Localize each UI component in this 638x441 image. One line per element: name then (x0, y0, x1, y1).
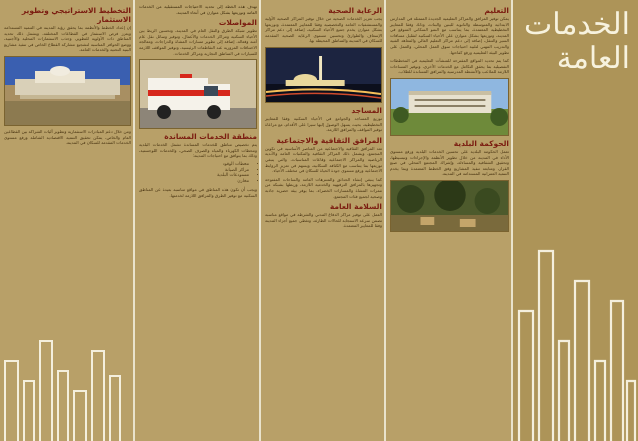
skyline-decoration (0, 291, 135, 441)
health-heading: الرعاية الصحية (328, 6, 382, 15)
list-item: • محطات الوقود (139, 162, 249, 168)
culture-text-2: كما ينبغي إنشاء الحدائق والمتنزهات العامة والساحات المفتوحة وتجهيزها بالمرافق الترفيهية والخدمية اللازمة، وربطها بشبكة من ممرات المشاة والمسارات الخضراء، بما يوفر بيئة حضرية جاذبة وصحية لجميع فئات المجتمع. (265, 176, 382, 199)
education-text: يمكن توفير المرافق والمراكز التعليمية الجديدة المتمثلة في المدارس الابتدائية والمتوسطة والثانوية للبنين والبنات، وذلك وفقا للمعايير التخطيطية المعتمدة، بما يتناسب مع النمو السكاني المتوقع في المدينة، وتوزيعها بشكل متوازن على الأحياء السكنية لتقليل مسافات السير والتنقل، إضافة إلى دعم مراكز التعليم العالي والمعاهد الفنية والتدريب المهني لتلبية احتياجات سوق العمل المحلي، والعمل على تطوير البيئة التعليمية ورفع كفاءتها. (390, 16, 509, 55)
cover-skyline-decoration (513, 191, 638, 441)
culture-text: تعد المرافق الثقافية والاجتماعية من العناصر الأساسية في تكوين المجتمع، ويشمل ذلك المراكز الثقافية والمكتبات العامة والأندية الرياضية والمراكز الاجتماعية وقاعات المناسبات، والتي ينبغي توزيعها بما يتناسب مع الكثافة السكانية، ويسهم في تعزيز الروابط الاجتماعية ورفع مستوى جودة الحياة للسكان في مختلف الأحياء. (265, 145, 382, 174)
transport-text: تطوير شبكة الطرق والنقل العام في المدينة، وتحسين الربط بين الأحياء السكنية ومراكز الخدمات والأعمال، وتوفير وسائل نقل عام آمنة وفعالة، إضافة إلى تطوير مسارات المشاة والدراجات، ومعالجة الاختناقات المرورية عند التقاطعات الرئيسية، وتوفير المواقف اللازمة للسيارات في المناطق التجارية ومراكز الخدمات. (139, 28, 257, 56)
strategy-text-2: ومن خلال دعم المبادرات الاستثمارية وتطوير آليات الشراكة بين القطاعين العام والخاص، يمكن تحقيق التنمية الاقتصادية الشاملة ورفع مستوى الخدمات المقدمة للسكان في المدينة. (4, 128, 131, 146)
education-text-2: كما يتم تحديد المواقع المقترحة للمنشآت التعليمية في المخططات التفصيلية بما يحقق التكامل مع الخدمات الأخرى، وتوفير المساحات اللازمة للملاعب والأنشطة المدرسية والمرافق المساندة للطلاب. (390, 58, 509, 75)
health-text: يجب تعزيز الخدمات الصحية من خلال توفير المراكز الصحية الأولية والمستشفيات العامة والتخصصية وفقا للمعايير المعتمدة، وتوزيعها بشكل متوازن يخدم جميع الأحياء السكنية، إضافة إلى دعم مراكز الإسعاف والطوارئ وتحسين مستوى الرعاية الصحية المقدمة للسكان في المدينة والمناطق المحيطة بها. (265, 16, 382, 44)
list-item: • مخازن (139, 179, 249, 185)
culture-heading: المرافق الثقافية والاجتماعية (276, 135, 382, 145)
mosque-night-photo (265, 47, 382, 103)
strategy-text: إن إعداد الخطط والأنظمة بما يحقق رؤية المدينة في التنمية المستدامة ويعزز فرص الاستثمار في القطاعات المختلفة، ويشمل ذلك تحديد المناطق ذات الأولوية للتطوير، وجذب الاستثمارات المحلية والأجنبية، ووضع الحوافز المناسبة لتشجيع مشاركة القطاع الخاص في تنفيذ مشاريع البنية التحتية والخدمات العامة. (4, 25, 131, 53)
support-services-text: يتم تخصيص مناطق للخدمات المساندة تشمل الخدمات البلدية ومحطات الكهرباء والمياه والصرف الصحي، والخدمات اللوجستية، وذلك بما يتوافق مع احتياجات المدينة: (139, 142, 257, 159)
mosques-heading: المساجد (351, 105, 382, 115)
support-services-heading: منطقة الخدمات المساندة (164, 132, 257, 142)
cover-title-line1: الخدمات (523, 7, 630, 42)
mosques-text: توزيع المساجد والجوامع في الأحياء السكنية وفقا للمعايير التخطيطية، بحيث يسهل الوصول إليها سيرا على الأقدام، مع مراعاة توفير المواقف والمرافق اللازمة. (265, 115, 382, 133)
panel-education (386, 0, 513, 441)
safety-text: العمل على توفير مراكز الدفاع المدني والشرطة في مواقع مناسبة تضمن سرعة الاستجابة للحالات الطارئة، وتغطي جميع أجزاء المدينة وفقا للمعايير المعتمدة. (265, 212, 382, 229)
municipal-governance-text: تعمل الحكومة البلدية على تحسين الخدمات البلدية ورفع مستوى الأداء في المدينة من خلال تطوير الأنظمة والإجراءات وتبسيطها، وتحقيق الشفافية والمساءلة، وإشراك المجتمع المحلي في صنع القرار، ومتابعة تنفيذ المشاريع وفق الخطط المعتمدة وبما يخدم التنمية العمرانية المستدامة في المدينة. (390, 148, 509, 177)
ambulance-photo (139, 59, 257, 129)
transport-heading: المواصلات (218, 18, 257, 28)
government-building-photo (390, 78, 509, 136)
cover-title (524, 8, 630, 76)
list-item: • مراكز الصيانة (139, 168, 249, 174)
panel-strategy (0, 0, 135, 441)
panel-transport (135, 0, 261, 441)
garden-photo (390, 180, 509, 232)
cover-title-line2: العامة (556, 41, 630, 76)
safety-heading: السلامة العامة (329, 202, 382, 212)
intro-text: تهدف هذه الخطة إلى تحديد الاحتياجات المستقبلية من الخدمات العامة وتوزيعها بشكل متوازن في أنحاء المدينة. (139, 4, 257, 15)
panel-health (261, 0, 386, 441)
campus-photo (4, 56, 131, 126)
strategy-heading: التخطيط الاستراتيجي وتطوير الاستثمار (21, 6, 131, 24)
municipal-governance-heading: الحوكمة البلدية (453, 138, 509, 148)
support-services-text-2: ويجب أن تكون هذه المناطق في مواقع مناسبة بعيدة عن المناطق السكنية مع توفير الطرق والمرافق اللازمة لخدمتها. (139, 187, 257, 198)
panel-cover (513, 0, 638, 441)
list-item: • مستودعات البلدية (139, 173, 249, 179)
education-heading: التعليم (484, 6, 509, 15)
support-services-list (139, 162, 257, 184)
